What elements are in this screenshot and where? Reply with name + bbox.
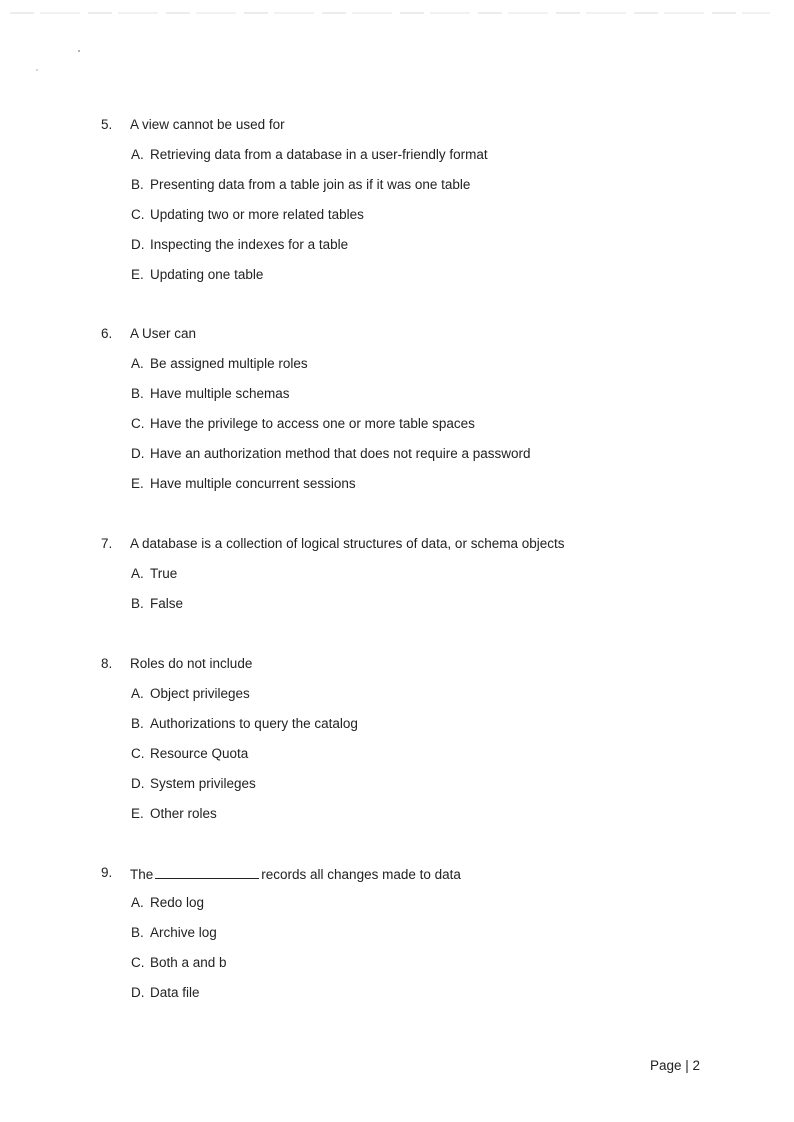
- answer-option: [0, 596, 794, 626]
- option-letter: C.: [131, 746, 145, 761]
- question-number: 6.: [101, 326, 113, 341]
- answer-option: [0, 356, 794, 386]
- scan-artifact-line: [10, 12, 770, 14]
- option-text: True: [150, 566, 178, 581]
- answer-option: [0, 806, 794, 836]
- question-8: [0, 656, 794, 836]
- option-letter: A.: [131, 356, 144, 371]
- option-text: Resource Quota: [150, 746, 249, 761]
- question-text: Roles do not include: [130, 656, 253, 671]
- question-9: [0, 865, 794, 1015]
- option-text: Object privileges: [150, 686, 250, 701]
- option-text: Have multiple schemas: [150, 386, 290, 401]
- option-text: Inspecting the indexes for a table: [150, 237, 349, 252]
- option-letter: A.: [131, 686, 144, 701]
- option-text: Data file: [150, 985, 200, 1000]
- option-text: Updating one table: [150, 267, 264, 282]
- option-text: System privileges: [150, 776, 256, 791]
- answer-option: [0, 925, 794, 955]
- scan-speck: [36, 69, 38, 71]
- option-letter: D.: [131, 985, 145, 1000]
- question-number: 9.: [101, 865, 113, 880]
- question-number: 5.: [101, 117, 113, 132]
- option-text: Redo log: [150, 895, 205, 910]
- question-text: [130, 865, 461, 883]
- answer-option: [0, 446, 794, 476]
- question-stem: [0, 117, 794, 147]
- option-letter: A.: [131, 147, 144, 162]
- answer-option: [0, 386, 794, 416]
- option-letter: B.: [131, 716, 144, 731]
- option-text: False: [150, 596, 184, 611]
- option-text: Other roles: [150, 806, 217, 821]
- answer-option: [0, 267, 794, 297]
- option-letter: E.: [131, 806, 144, 821]
- answer-option: [0, 147, 794, 177]
- answer-option: [0, 476, 794, 506]
- question-text: A database is a collection of logical structures of data, or schema objects: [130, 536, 565, 551]
- question-stem: [0, 656, 794, 686]
- answer-option: [0, 416, 794, 446]
- option-letter: E.: [131, 476, 144, 491]
- option-letter: B.: [131, 925, 144, 940]
- option-letter: D.: [131, 776, 145, 791]
- question-6: [0, 326, 794, 506]
- option-letter: C.: [131, 207, 145, 222]
- fill-in-blank: [155, 865, 259, 879]
- option-text: Have multiple concurrent sessions: [150, 476, 356, 491]
- scan-speck: [78, 50, 80, 52]
- option-text: Updating two or more related tables: [150, 207, 364, 222]
- answer-option: [0, 955, 794, 985]
- option-text: Be assigned multiple roles: [150, 356, 308, 371]
- question-5: [0, 117, 794, 297]
- option-letter: D.: [131, 237, 145, 252]
- option-letter: B.: [131, 596, 144, 611]
- option-letter: B.: [131, 386, 144, 401]
- answer-option: [0, 746, 794, 776]
- option-text: Have the privilege to access one or more table spaces: [150, 416, 475, 431]
- question-stem: [0, 326, 794, 356]
- option-letter: A.: [131, 895, 144, 910]
- option-letter: C.: [131, 955, 145, 970]
- answer-option: [0, 237, 794, 267]
- question-text: A view cannot be used for: [130, 117, 285, 132]
- question-number: 7.: [101, 536, 113, 551]
- answer-option: [0, 895, 794, 925]
- question-text-before-blank: The: [130, 867, 154, 882]
- page-number: Page | 2: [650, 1058, 701, 1073]
- option-letter: A.: [131, 566, 144, 581]
- option-text: Retrieving data from a database in a user-friendly format: [150, 147, 488, 162]
- answer-option: [0, 716, 794, 746]
- option-letter: C.: [131, 416, 145, 431]
- option-text: Both a and b: [150, 955, 227, 970]
- question-stem: [0, 536, 794, 566]
- answer-option: [0, 207, 794, 237]
- question-number: 8.: [101, 656, 113, 671]
- option-text: Authorizations to query the catalog: [150, 716, 358, 731]
- answer-option: [0, 776, 794, 806]
- question-text-after-blank: records all changes made to data: [261, 867, 461, 882]
- answer-option: [0, 686, 794, 716]
- option-text: Presenting data from a table join as if it was one table: [150, 177, 471, 192]
- question-7: [0, 536, 794, 626]
- option-letter: B.: [131, 177, 144, 192]
- question-text: A User can: [130, 326, 197, 341]
- option-letter: E.: [131, 267, 144, 282]
- question-stem: [0, 865, 794, 895]
- answer-option: [0, 985, 794, 1015]
- option-letter: D.: [131, 446, 145, 461]
- answer-option: [0, 177, 794, 207]
- option-text: Have an authorization method that does not require a password: [150, 446, 531, 461]
- answer-option: [0, 566, 794, 596]
- option-text: Archive log: [150, 925, 217, 940]
